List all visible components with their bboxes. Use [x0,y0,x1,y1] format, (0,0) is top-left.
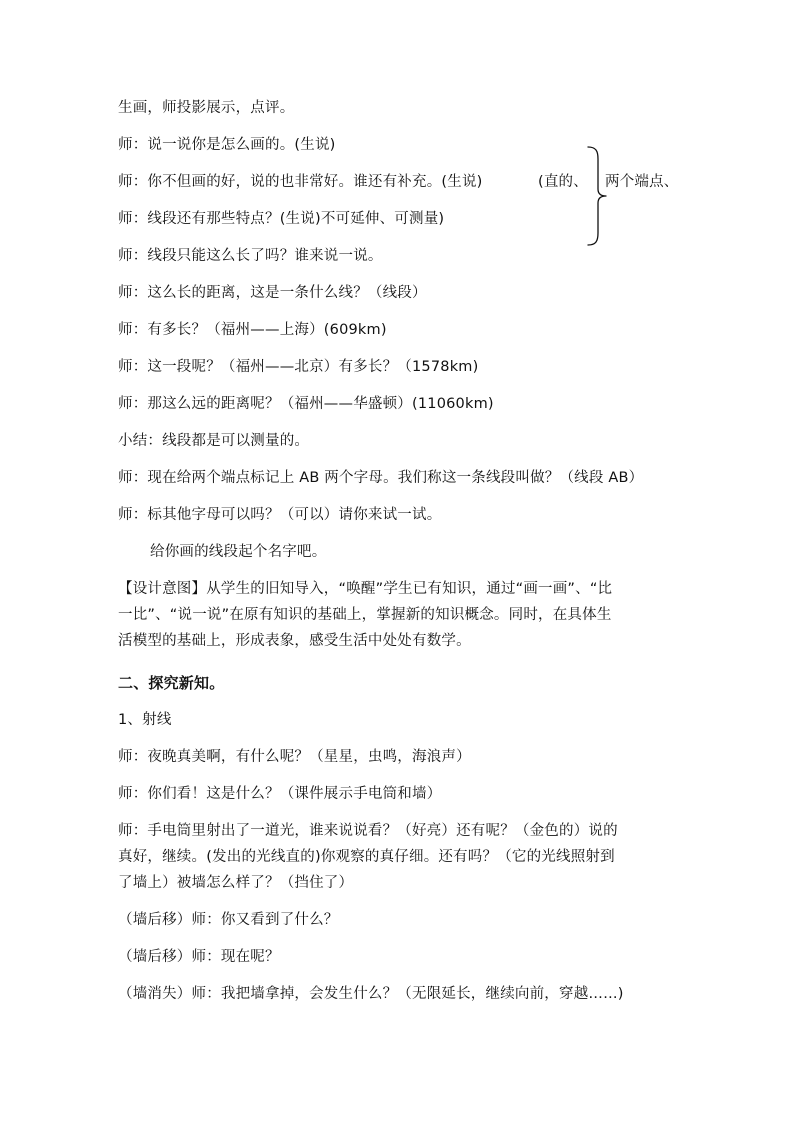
text-line-20: 真好，继续。(发出的光线直的)你观察的真仔细。还有吗？（它的光线照射到 [118,849,615,865]
text-line-5: 师：线段只能这么长了吗？谁来说一说。 [118,248,383,264]
text-line-19: 师：手电筒里射出了一道光，谁来说说看？（好亮）还有呢？（金色的）说的 [118,823,618,839]
text-line-1: 生画，师投影展示，点评。 [118,100,295,116]
text-line-7: 师：有多长？（福州——上海）(609km) [118,322,387,338]
section-heading: 二、探究新知。 [118,674,225,692]
text-line-2: 师：说一说你是怎么画的。(生说) [118,137,336,153]
curly-brace-icon [586,145,608,247]
text-line-18: 师：你们看！这是什么？（课件展示手电筒和墙） [118,786,442,802]
text-line-15: 一比”、“说一说”在原有知识的基础上，掌握新的知识概念。同时，在具体生 [118,607,612,623]
text-line-21: 了墙上）被墙怎么样了？（挡住了） [118,875,354,891]
text-line-23: （墙后移）师：现在呢？ [118,949,280,965]
text-line-11: 师：现在给两个端点标记上 AB 两个字母。我们称这一条线段叫做？（线段 AB） [118,470,644,486]
text-line-13: 给你画的线段起个名字吧。 [150,544,327,560]
text-line-3-aside-b: 两个端点、 [605,174,679,190]
text-line-12: 师：标其他字母可以吗？（可以）请你来试一试。 [118,507,442,523]
text-line-10: 小结：线段都是可以测量的。 [118,433,310,449]
text-line-17: 师：夜晚真美啊，有什么呢？（星星，虫鸣，海浪声） [118,749,471,765]
text-line-16: 活模型的基础上，形成表象，感受生活中处处有数学。 [118,633,471,649]
text-line-22: （墙后移）师：你又看到了什么？ [118,912,339,928]
text-line-4: 师：线段还有那些特点？(生说)不可延伸、可测量) [118,211,445,227]
text-line-6: 师：这么长的距离，这是一条什么线？（线段） [118,285,427,301]
subsection-heading: 1、射线 [118,712,172,728]
text-line-3-aside-a: (直的、 [538,174,588,190]
text-line-9: 师：那这么远的距离呢？（福州——华盛顿）(11060km) [118,396,494,412]
text-line-24: （墙消失）师：我把墙拿掉，会发生什么？（无限延长，继续向前，穿越……) [118,986,624,1002]
text-line-14: 【设计意图】从学生的旧知导入，“唤醒”学生已有知识，通过“画一画”、“比 [118,581,613,597]
text-line-3: 师：你不但画的好，说的也非常好。谁还有补充。(生说) [118,174,483,190]
text-line-8: 师：这一段呢？（福州——北京）有多长？（1578km) [118,359,479,375]
